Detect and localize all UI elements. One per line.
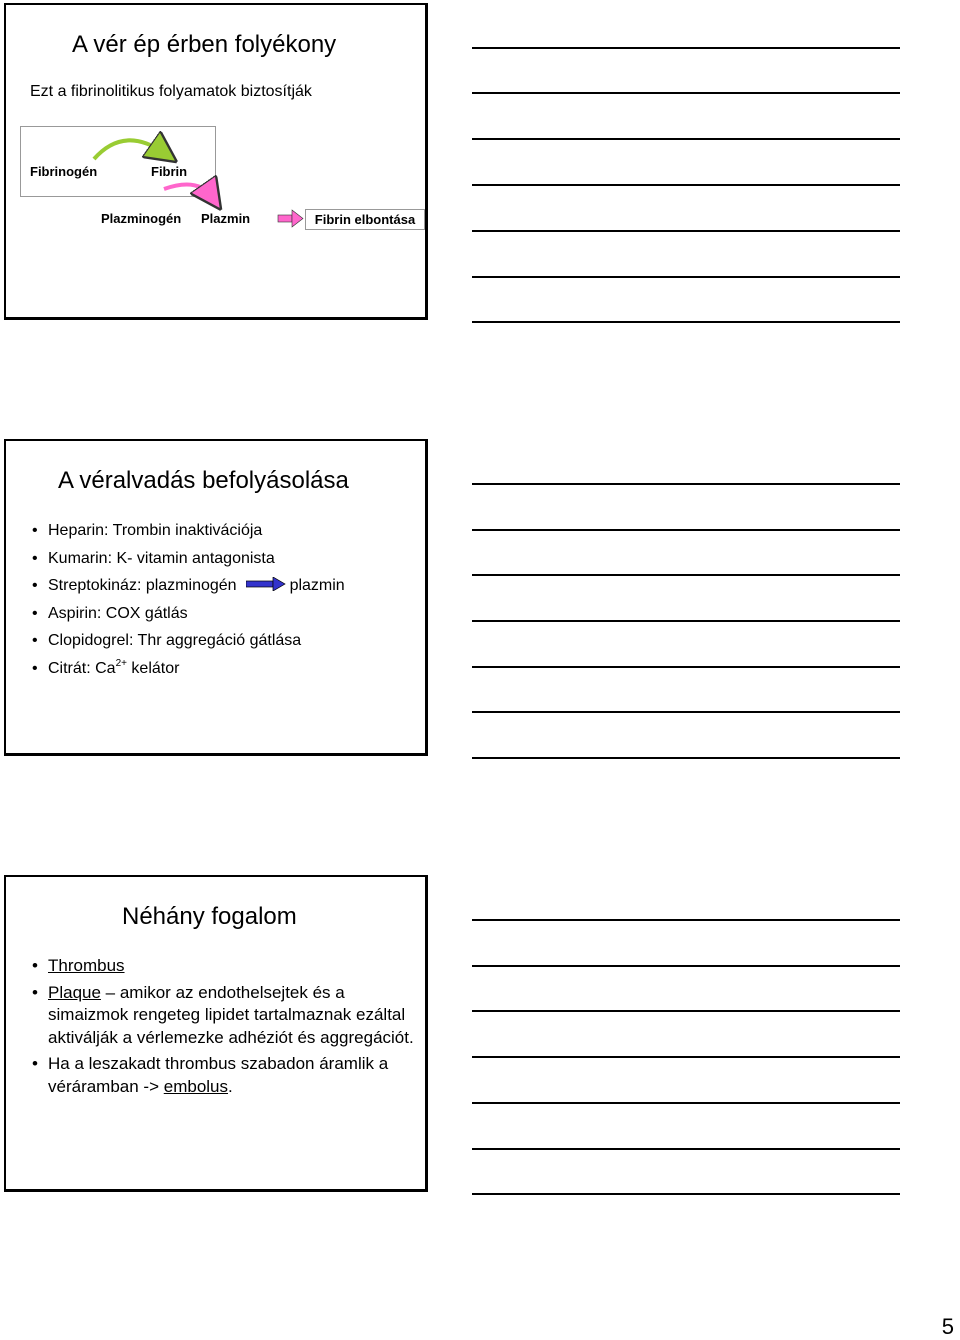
slide-2-title: A véralvadás befolyásolása (58, 467, 349, 494)
note-line (472, 1010, 900, 1012)
term-plaque: Plaque (48, 982, 101, 1002)
note-line (472, 47, 900, 49)
bullet-icon: • (32, 956, 38, 975)
list-item: • Streptokináz: plazminogén plazmin (28, 572, 345, 600)
bullet-icon: • (32, 659, 38, 677)
note-line (472, 230, 900, 232)
bullet-icon: • (32, 604, 38, 622)
term-embolus: embolus (163, 1076, 229, 1096)
fibrin-breakdown-box: Fibrin elbontása (305, 209, 425, 230)
bullet-icon: • (32, 982, 38, 1002)
bullet-icon: • (32, 577, 38, 595)
slide-1-subtitle: Ezt a fibrinolitikus folyamatok biztosítják (30, 83, 312, 100)
note-line (472, 757, 900, 759)
list-item: • Citrát: $Ca^{2+}$ kelátor (28, 655, 345, 683)
pink-block-arrow-icon (278, 210, 303, 227)
note-line (472, 138, 900, 140)
note-line (472, 483, 900, 485)
note-line (472, 1193, 900, 1195)
term-thrombus: Thrombus (48, 956, 125, 975)
note-line (472, 666, 900, 668)
list-item: • Heparin: Trombin inaktivációja (28, 517, 345, 545)
bullet-icon: • (32, 632, 38, 650)
list-item (28, 955, 418, 978)
terms-list (28, 955, 418, 1102)
note-line (472, 321, 900, 323)
note-line (472, 965, 900, 967)
bullet-icon: • (32, 549, 38, 567)
note-line (472, 92, 900, 94)
green-curved-arrow (94, 140, 164, 159)
note-line (472, 711, 900, 713)
note-line (472, 1148, 900, 1150)
slide-3 (4, 875, 428, 1192)
fibrinogen-label: Fibrinogén (30, 164, 98, 179)
blue-arrow-icon (246, 577, 286, 591)
fibrin-label: Fibrin (151, 164, 188, 179)
note-line (472, 574, 900, 576)
note-line (472, 184, 900, 186)
bullet-icon: • (32, 1054, 38, 1073)
note-line (472, 1056, 900, 1058)
plazmin-label: Plazmin (201, 211, 251, 226)
pathway-arrows (6, 5, 426, 317)
list-item: • Plaque – amikor az endothelsejtek és a simaizmok rengeteg lipidet tartalmaznak ezáltal aktiválják a vérlemezke adhéziót és aggregációt. (32, 982, 414, 1047)
page-number: 5 (941, 1314, 954, 1339)
list-item: • Clopidogrel: Thr aggregáció gátlása (28, 627, 345, 655)
list-item: • Aspirin: COX gátlás (28, 600, 345, 628)
slide-2 (4, 439, 428, 756)
list-item: • Kumarin: K- vitamin antagonista (28, 545, 345, 573)
pink-curved-arrow (164, 185, 212, 198)
note-line (472, 620, 900, 622)
note-line (472, 1102, 900, 1104)
slide-1 (4, 3, 428, 320)
bullet-icon: • (32, 522, 38, 539)
slide-1-title: A vér ép érben folyékony (72, 31, 337, 58)
note-line (472, 919, 900, 921)
anticoagulant-list (28, 517, 345, 683)
list-item: • Ha a leszakadt thrombus szabadon áramlik a véráramban -> embolus. (32, 1054, 389, 1096)
plazminogen-label: Plazminogén (101, 211, 182, 226)
note-line (472, 276, 900, 278)
slide-3-title: Néhány fogalom (122, 903, 297, 930)
note-line (472, 529, 900, 531)
